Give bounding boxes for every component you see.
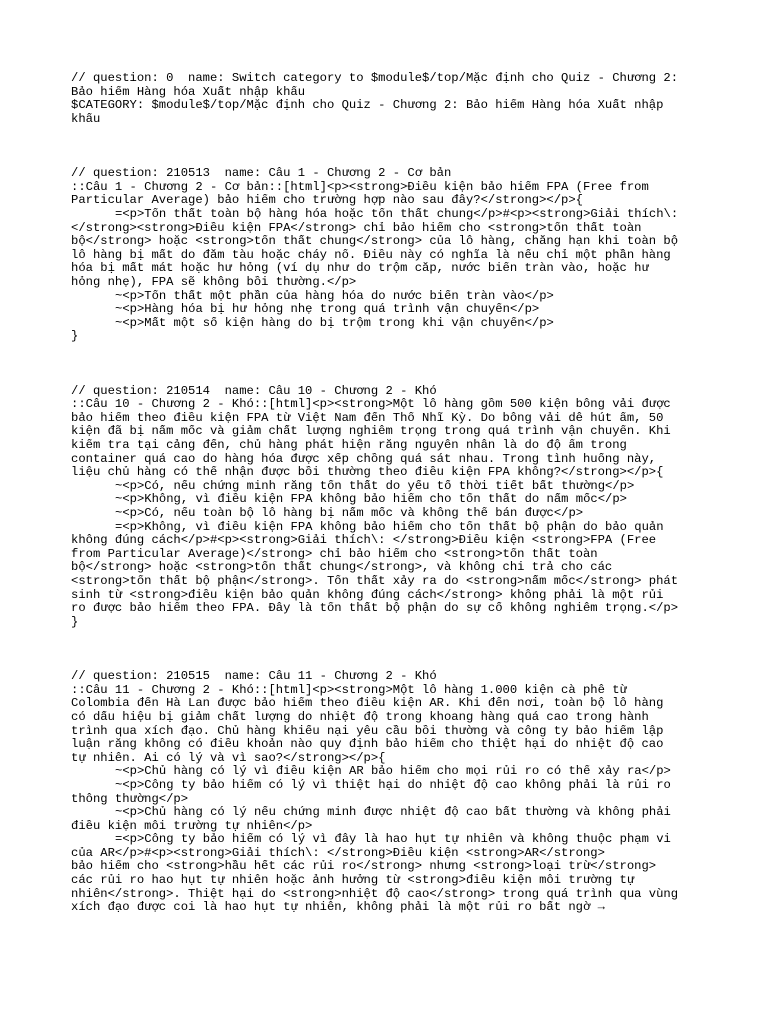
text-line: nhiên</strong>. Thiệt hại do <strong>nhiệt độ cao</strong> trong quá trình qua vùng (71, 887, 679, 901)
text-line: ro được bảo hiểm theo FPA. Đây là tổn thất bộ phận do sự cố không nghiêm trọng.</p> (71, 602, 679, 616)
text-line: kiện đã bị nấm mốc và giảm chất lượng nghiêm trọng trong quá trình vận chuyển. Khi (71, 425, 671, 439)
text-line: from Particular Average)</strong> chỉ bảo hiểm cho <strong>tổn thất toàn (71, 547, 598, 561)
text-line: trình qua xích đạo. Chủ hàng khiếu nại yêu cầu bồi thường và công ty bảo hiểm lập (71, 724, 664, 738)
question-block (71, 385, 708, 630)
text-line: ~<p>Mất một số kiện hàng do bị trộm trong khi vận chuyển</p> (115, 316, 554, 330)
text-line: của AR</p>#<p><strong>Giải thích\: </strong>Điều kiện <strong>AR</strong> (71, 846, 605, 860)
text-line: bộ</strong> hoặc <strong>tổn thất chung</strong>, và không chi trả cho các (71, 561, 613, 575)
text-line: ~<p>Chủ hàng có lý nếu chứng minh được nhiệt độ cao bất thường và không phải (115, 806, 671, 820)
text-line: Colombia đến Hà Lan được bảo hiểm theo điều kiện AR. Khi đến nơi, toàn bộ lô hàng (71, 697, 664, 711)
category-block (71, 72, 708, 126)
text-line: ::Câu 11 - Chương 2 - Khó::[html]<p><strong>Một lô hàng 1.000 kiện cà phê từ (71, 683, 627, 697)
text-line: bảo hiểm cho <strong>hầu hết các rủi ro</strong> nhưng <strong>loại trừ</strong> (71, 860, 657, 874)
text-line: thông thường</p> (71, 792, 189, 806)
text-line: } (71, 330, 79, 344)
text-line: $CATEGORY: $module$/top/Mặc định cho Quiz - Chương 2: Bảo hiểm Hàng hóa Xuất nhập (71, 99, 664, 113)
text-line: tự nhiên. Ai có lý và vì sao?</strong></p>{ (71, 751, 386, 765)
text-line: ~<p>Chủ hàng có lý vì điều kiện AR bảo hiểm cho mọi rủi ro có thể xảy ra</p> (115, 765, 671, 779)
block-gap (71, 344, 708, 385)
text-line: điều kiện môi trường tự nhiên</p> (71, 819, 313, 833)
text-line: không đúng cách</p>#<p><strong>Giải thích\: </strong>Điều kiện <strong>FPA (Free (71, 534, 657, 548)
text-line: ::Câu 1 - Chương 2 - Cơ bản::[html]<p><strong>Điều kiện bảo hiểm FPA (Free from (71, 180, 649, 194)
text-line: hỏng nhẹ), FPA sẽ không bồi thường.</p> (71, 275, 357, 289)
text-line: =<p>Không, vì điều kiện FPA không bảo hiểm cho tổn thất bộ phận do bảo quản (115, 520, 664, 534)
text-line: các rủi ro hao hụt tự nhiên hoặc ảnh hưởng từ <strong>điều kiện môi trường tự (71, 874, 635, 888)
block-gap (71, 126, 708, 167)
text-line: ~<p>Hàng hóa bị hư hỏng nhẹ trong quá trình vận chuyển</p> (115, 303, 540, 317)
text-line: có dấu hiệu bị giảm chất lượng do nhiệt độ trong khoang hàng quá cao trong hành (71, 710, 649, 724)
text-line: lô hàng bị mất do đắm tàu hoặc cháy nổ. Điều này có nghĩa là nếu chỉ một phần hàng (71, 248, 671, 262)
text-line: </strong><strong>Điều kiện FPA</strong> chỉ bảo hiểm cho <strong>tổn thất toàn (71, 221, 642, 235)
text-line: khẩu (71, 112, 101, 126)
text-line: sinh từ <strong>điều kiện bảo quản không đúng cách</strong> không phải là một rủi (71, 588, 664, 602)
text-line: ~<p>Có, nếu toàn bộ lô hàng bị nấm mốc và không thể bán được</p> (115, 507, 584, 521)
text-line: bảo hiểm theo điều kiện FPA từ Việt Nam đến Thổ Nhĩ Kỳ. Do bông vải dễ hút ẩm, 50 (71, 411, 664, 425)
text-line: hóa bị mất mát hoặc hư hỏng (ví dụ như do trộm cắp, nước biển tràn vào, hoặc hư (71, 262, 649, 276)
text-line: ~<p>Có, nếu chứng minh rằng tổn thất do yếu tố thời tiết bất thường</p> (115, 479, 635, 493)
text-line: kiểm tra tại cảng đến, chủ hàng phát hiện rằng nguyên nhân là do độ ẩm trong (71, 439, 627, 453)
text-line: ~<p>Không, vì điều kiện FPA không bảo hiểm cho tổn thất do nấm mốc</p> (115, 493, 627, 507)
text-line: xích đạo được coi là hao hụt tự nhiên, không phải là một rủi ro bất ngờ → (71, 901, 605, 915)
text-line: ~<p>Công ty bảo hiểm có lý vì thiệt hại do nhiệt độ cao không phải là rủi ro (115, 778, 671, 792)
text-line: ::Câu 10 - Chương 2 - Khó::[html]<p><strong>Một lô hàng gồm 500 kiện bông vải được (71, 398, 671, 412)
block-gap (71, 629, 708, 670)
text-line: bộ</strong> hoặc <strong>tổn thất chung</strong> của lô hàng, chẳng hạn khi toàn bộ (71, 235, 679, 249)
text-line: // question: 0 name: Switch category to $module$/top/Mặc định cho Quiz - Chương 2: (71, 72, 679, 85)
question-block (71, 167, 708, 344)
text-line: } (71, 615, 79, 629)
text-line: Bảo hiểm Hàng hóa Xuất nhập khẩu (71, 85, 306, 99)
text-line: // question: 210513 name: Câu 1 - Chương 2 - Cơ bản (71, 167, 452, 181)
text-line: container quá cao do hàng hóa được xếp chồng quá sát nhau. Trong tình huống này, (71, 452, 657, 466)
text-line: luận rằng không có điều khoản nào quy định bảo hiểm cho thiệt hại do nhiệt độ cao (71, 738, 664, 752)
question-block (71, 670, 708, 915)
text-line: =<p>Công ty bảo hiểm có lý vì đây là hao hụt tự nhiên và không thuộc phạm vi (115, 833, 671, 847)
text-line: Particular Average) bảo hiểm cho trường hợp nào sau đây?</strong></p>{ (71, 194, 583, 208)
text-line: ~<p>Tổn thất một phần của hàng hóa do nước biển tràn vào</p> (115, 289, 554, 303)
text-line: =<p>Tổn thất toàn bộ hàng hóa hoặc tổn thất chung</p>#<p><strong>Giải thích\: (115, 207, 679, 221)
text-line: liệu chủ hàng có thể nhận được bồi thường theo điều kiện FPA không?</strong></p>{ (71, 466, 664, 480)
text-line: // question: 210514 name: Câu 10 - Chương 2 - Khó (71, 384, 437, 398)
text-line: // question: 210515 name: Câu 11 - Chương 2 - Khó (71, 670, 437, 684)
text-line: <strong>tổn thất bộ phận</strong>. Tổn thất xảy ra do <strong>nấm mốc</strong> phát (71, 575, 679, 588)
